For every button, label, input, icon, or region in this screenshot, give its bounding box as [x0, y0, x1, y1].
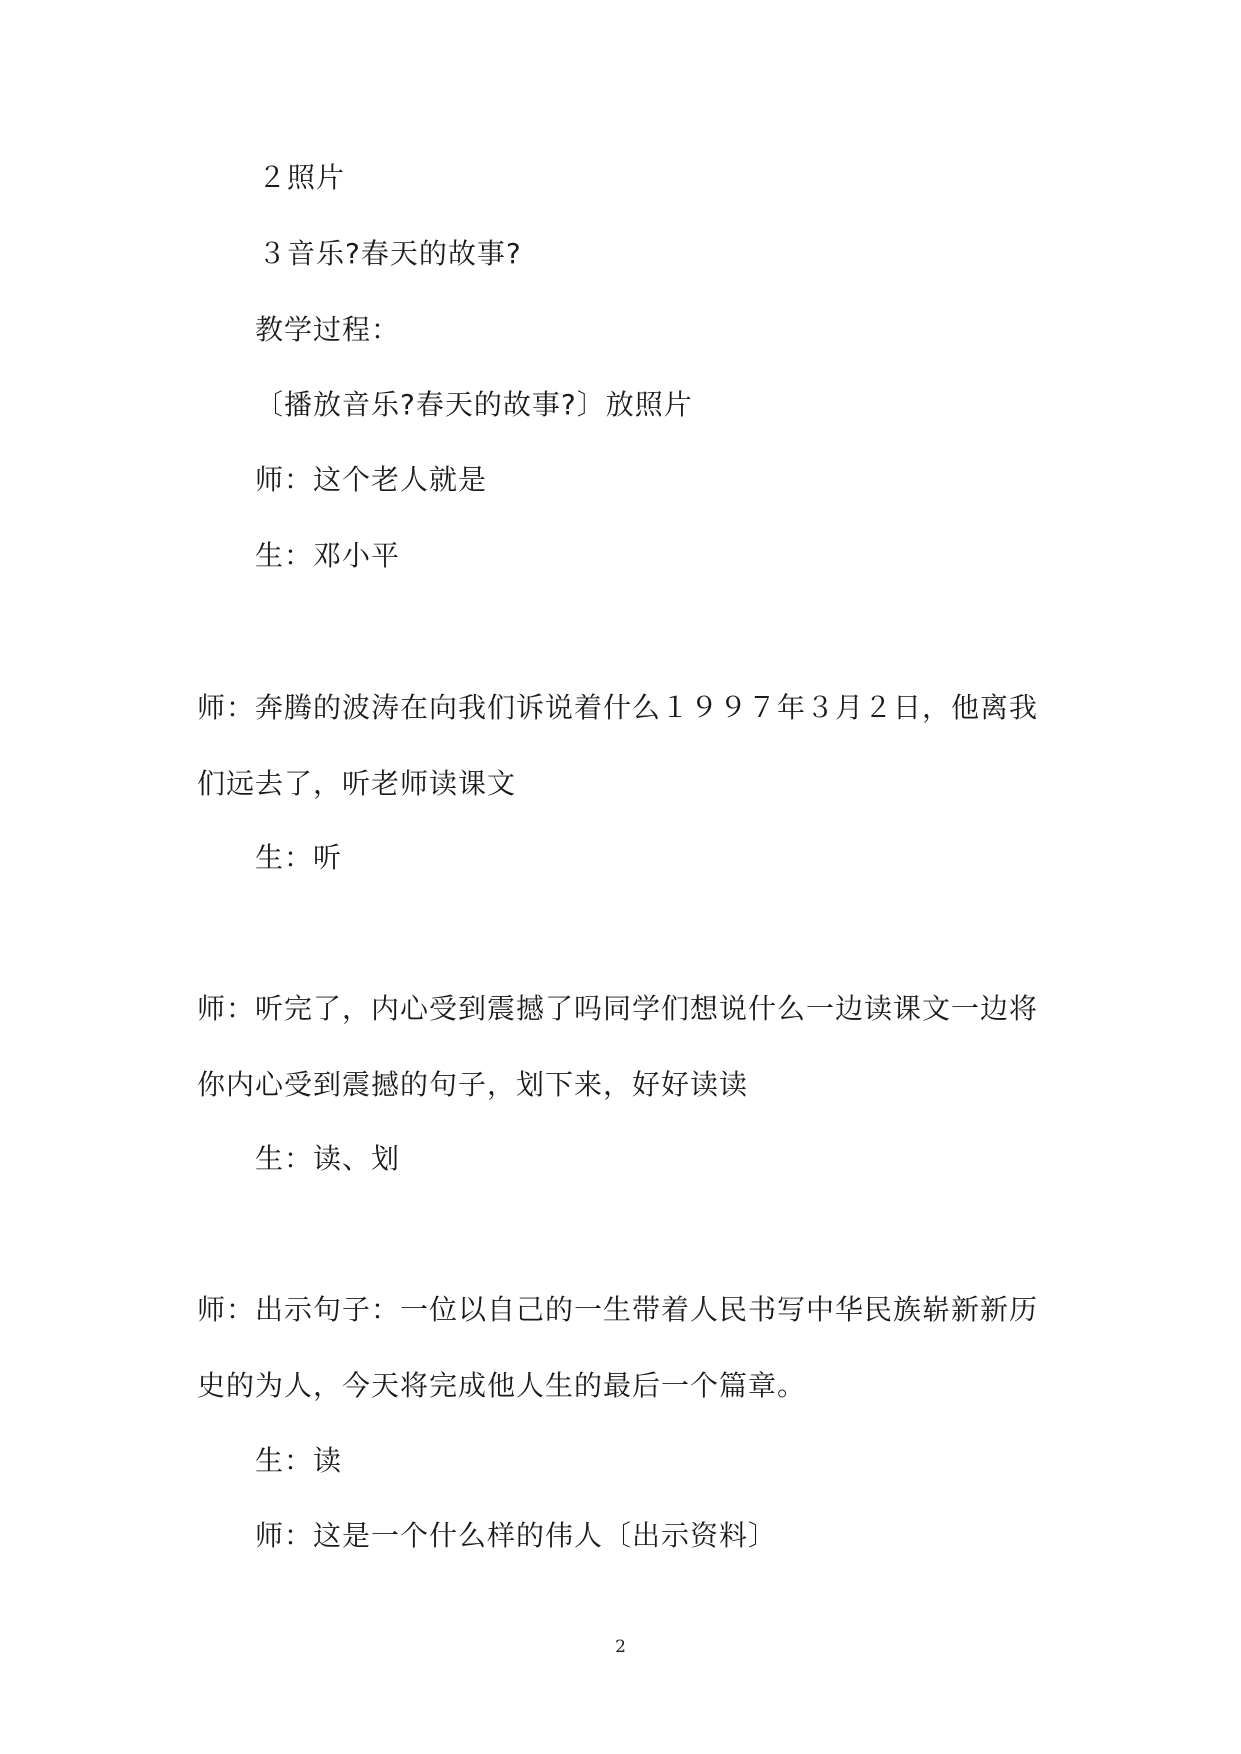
teacher-paragraph-line: 你内心受到震撼的句子，划下来，好好读读	[197, 1068, 749, 1101]
student-line: 生：邓小平	[255, 539, 401, 572]
teacher-paragraph-line: 们远去了，听老师读课文	[197, 767, 517, 800]
student-line: 生：读、划	[255, 1142, 401, 1175]
teacher-paragraph-line: 师：奔腾的波涛在向我们诉说着什么１９９７年３月２日，他离我	[197, 691, 1039, 724]
page-number: 2	[615, 1637, 626, 1657]
teacher-paragraph-line: 史的为人，今天将完成他人生的最后一个篇章。	[197, 1369, 807, 1402]
student-line: 生：听	[255, 841, 343, 874]
section-heading-teaching-process: 教学过程：	[255, 313, 401, 346]
teacher-line: 师：这是一个什么样的伟人〔出示资料〕	[255, 1519, 778, 1552]
materials-item-music: ３音乐?春天的故事?	[258, 237, 522, 270]
teacher-line: 师：这个老人就是	[255, 463, 488, 496]
materials-item-photo: ２照片	[258, 161, 346, 194]
teacher-paragraph-line: 师：出示句子：一位以自己的一生带着人民书写中华民族崭新新历	[197, 1293, 1039, 1326]
teacher-paragraph-line: 师：听完了，内心受到震撼了吗同学们想说什么一边读课文一边将	[197, 992, 1039, 1025]
stage-direction: 〔播放音乐?春天的故事?〕放照片	[255, 388, 693, 421]
student-line: 生：读	[255, 1444, 343, 1477]
